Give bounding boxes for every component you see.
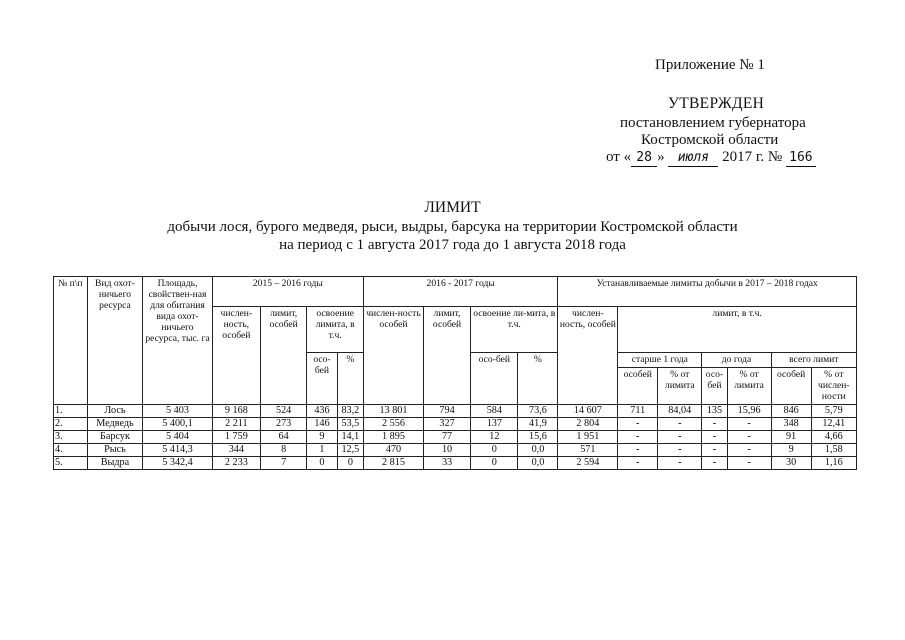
- total-limit: 91: [771, 431, 811, 444]
- header-num: № п\п: [54, 277, 88, 405]
- total-pct: 1,16: [811, 457, 856, 470]
- total-pct: 4,66: [811, 431, 856, 444]
- population-new: 1 951: [558, 431, 618, 444]
- date-prefix: от «: [606, 149, 632, 165]
- limit-2016: 794: [423, 405, 470, 418]
- total-pct: 12,41: [811, 418, 856, 431]
- limit-2015: 64: [261, 431, 307, 444]
- row-number: 3.: [54, 431, 88, 444]
- young-pct: -: [727, 431, 771, 444]
- mastered-pct-2015: 0: [337, 457, 363, 470]
- total-pct: 5,79: [811, 405, 856, 418]
- total-limit: 30: [771, 457, 811, 470]
- area-value: 5 404: [143, 431, 212, 444]
- limit-2016: 33: [423, 457, 470, 470]
- mastered-pct-2016: 0,0: [518, 457, 558, 470]
- older-pct: 84,04: [658, 405, 702, 418]
- older-animals: -: [618, 444, 658, 457]
- row-number: 5.: [54, 457, 88, 470]
- total-limit: 9: [771, 444, 811, 457]
- header-young-pct: % от лимита: [727, 368, 771, 405]
- older-pct: -: [658, 457, 702, 470]
- table-row: [54, 405, 857, 418]
- population-2016: 470: [364, 444, 424, 457]
- decree-number-handwritten: 166: [786, 150, 816, 167]
- decree-line-2: Костромской области: [641, 132, 779, 148]
- population-2015: 1 759: [212, 431, 260, 444]
- area-value: 5 414,3: [143, 444, 212, 457]
- header-pct-2016: %: [518, 353, 558, 405]
- table-row: [54, 444, 857, 457]
- mastered-2016: 137: [471, 418, 518, 431]
- species-name: Барсук: [87, 431, 143, 444]
- mastered-pct-2016: 73,6: [518, 405, 558, 418]
- row-number: 2.: [54, 418, 88, 431]
- mastered-pct-2015: 12,5: [337, 444, 363, 457]
- header-species: Вид охот-ничьего ресурса: [87, 277, 143, 405]
- header-population-new: числен-ность, особей: [558, 307, 618, 405]
- limit-2016: 10: [423, 444, 470, 457]
- mastered-pct-2016: 0,0: [518, 444, 558, 457]
- header-older: старше 1 года: [618, 353, 702, 368]
- header-period-new: Устанавливаемые лимиты добычи в 2017 – 2018 годах: [558, 277, 857, 307]
- mastered-pct-2016: 41,9: [518, 418, 558, 431]
- young-pct: -: [727, 457, 771, 470]
- older-pct: -: [658, 431, 702, 444]
- species-name: Лось: [87, 405, 143, 418]
- header-population-2016: числен-ность особей: [364, 307, 424, 405]
- limit-2015: 524: [261, 405, 307, 418]
- header-limit-2015: лимит, особей: [261, 307, 307, 405]
- header-total-limit: всего лимит: [771, 353, 856, 368]
- mastered-pct-2015: 14,1: [337, 431, 363, 444]
- limit-2016: 327: [423, 418, 470, 431]
- document-subtitle-2: на период с 1 августа 2017 года до 1 августа 2018 года: [279, 237, 626, 253]
- header-limit-incl: лимит, в т.ч.: [618, 307, 857, 353]
- population-2016: 1 895: [364, 431, 424, 444]
- header-animals-2015: осо-бей: [307, 353, 337, 405]
- limits-table: [53, 276, 857, 470]
- date-year: 2017 г. №: [722, 149, 783, 165]
- header-under-1y: до года: [702, 353, 771, 368]
- decree-date-line: [606, 148, 816, 167]
- older-animals: -: [618, 457, 658, 470]
- header-older-pct: % от лимита: [658, 368, 702, 405]
- area-value: 5 400,1: [143, 418, 212, 431]
- limit-2015: 7: [261, 457, 307, 470]
- document-title: ЛИМИТ: [424, 199, 481, 216]
- mastered-2016: 12: [471, 431, 518, 444]
- decree-line-1: постановлением губернатора: [620, 115, 806, 131]
- date-month-handwritten: июля: [668, 150, 718, 167]
- young-animals: -: [702, 431, 727, 444]
- young-animals: -: [702, 444, 727, 457]
- total-limit: 348: [771, 418, 811, 431]
- table-row: [54, 457, 857, 470]
- header-total-pct: % от числен-ности: [811, 368, 856, 405]
- population-2015: 9 168: [212, 405, 260, 418]
- row-number: 4.: [54, 444, 88, 457]
- header-population-2015: числен-ность, особей: [212, 307, 260, 405]
- young-animals: 135: [702, 405, 727, 418]
- young-pct: 15,96: [727, 405, 771, 418]
- date-day-handwritten: 28: [631, 150, 657, 167]
- header-pct-2015: %: [337, 353, 363, 405]
- mastered-2015: 0: [307, 457, 337, 470]
- mastered-2015: 146: [307, 418, 337, 431]
- table-row: [54, 431, 857, 444]
- area-value: 5 403: [143, 405, 212, 418]
- older-pct: -: [658, 444, 702, 457]
- species-name: Выдра: [87, 457, 143, 470]
- mastered-2016: 584: [471, 405, 518, 418]
- header-area: Площадь, свойствен-ная для обитания вида охот-ничьего ресурса, тыс. га: [143, 277, 212, 405]
- mastered-pct-2015: 83,2: [337, 405, 363, 418]
- header-period-2016: 2016 - 2017 годы: [364, 277, 558, 307]
- total-pct: 1,58: [811, 444, 856, 457]
- appendix-label: Приложение № 1: [655, 57, 765, 73]
- total-limit: 846: [771, 405, 811, 418]
- population-new: 2 804: [558, 418, 618, 431]
- population-2016: 2 556: [364, 418, 424, 431]
- mastered-2015: 436: [307, 405, 337, 418]
- header-limit-2016: лимит, особей: [423, 307, 470, 405]
- population-2016: 2 815: [364, 457, 424, 470]
- population-2015: 344: [212, 444, 260, 457]
- header-mastery-2015: освоение лимита, в т.ч.: [307, 307, 364, 353]
- population-new: 2 594: [558, 457, 618, 470]
- area-value: 5 342,4: [143, 457, 212, 470]
- header-total-animals: особей: [771, 368, 811, 405]
- mastered-2015: 9: [307, 431, 337, 444]
- approved-heading: УТВЕРЖДЕН: [668, 95, 765, 112]
- limit-2015: 8: [261, 444, 307, 457]
- young-pct: -: [727, 418, 771, 431]
- older-pct: -: [658, 418, 702, 431]
- population-2015: 2 233: [212, 457, 260, 470]
- header-animals-2016: осо-бей: [471, 353, 518, 405]
- older-animals: -: [618, 418, 658, 431]
- header-older-animals: особей: [618, 368, 658, 405]
- mastered-2015: 1: [307, 444, 337, 457]
- population-2015: 2 211: [212, 418, 260, 431]
- population-new: 14 607: [558, 405, 618, 418]
- header-period-2015: 2015 – 2016 годы: [212, 277, 363, 307]
- mastered-2016: 0: [471, 444, 518, 457]
- species-name: Медведь: [87, 418, 143, 431]
- mastered-pct-2015: 53,5: [337, 418, 363, 431]
- header-young-animals: осо-бей: [702, 368, 727, 405]
- population-new: 571: [558, 444, 618, 457]
- young-animals: -: [702, 418, 727, 431]
- limit-2016: 77: [423, 431, 470, 444]
- older-animals: -: [618, 431, 658, 444]
- mastered-pct-2016: 15,6: [518, 431, 558, 444]
- table-row: [54, 418, 857, 431]
- species-name: Рысь: [87, 444, 143, 457]
- document-subtitle-1: добычи лося, бурого медведя, рыси, выдры, барсука на территории Костромской области: [167, 219, 738, 235]
- mastered-2016: 0: [471, 457, 518, 470]
- young-animals: -: [702, 457, 727, 470]
- young-pct: -: [727, 444, 771, 457]
- limit-2015: 273: [261, 418, 307, 431]
- older-animals: 711: [618, 405, 658, 418]
- population-2016: 13 801: [364, 405, 424, 418]
- row-number: 1.: [54, 405, 88, 418]
- header-mastery-2016: освоение ли-мита, в т.ч.: [471, 307, 558, 353]
- date-close-quote: »: [657, 149, 665, 165]
